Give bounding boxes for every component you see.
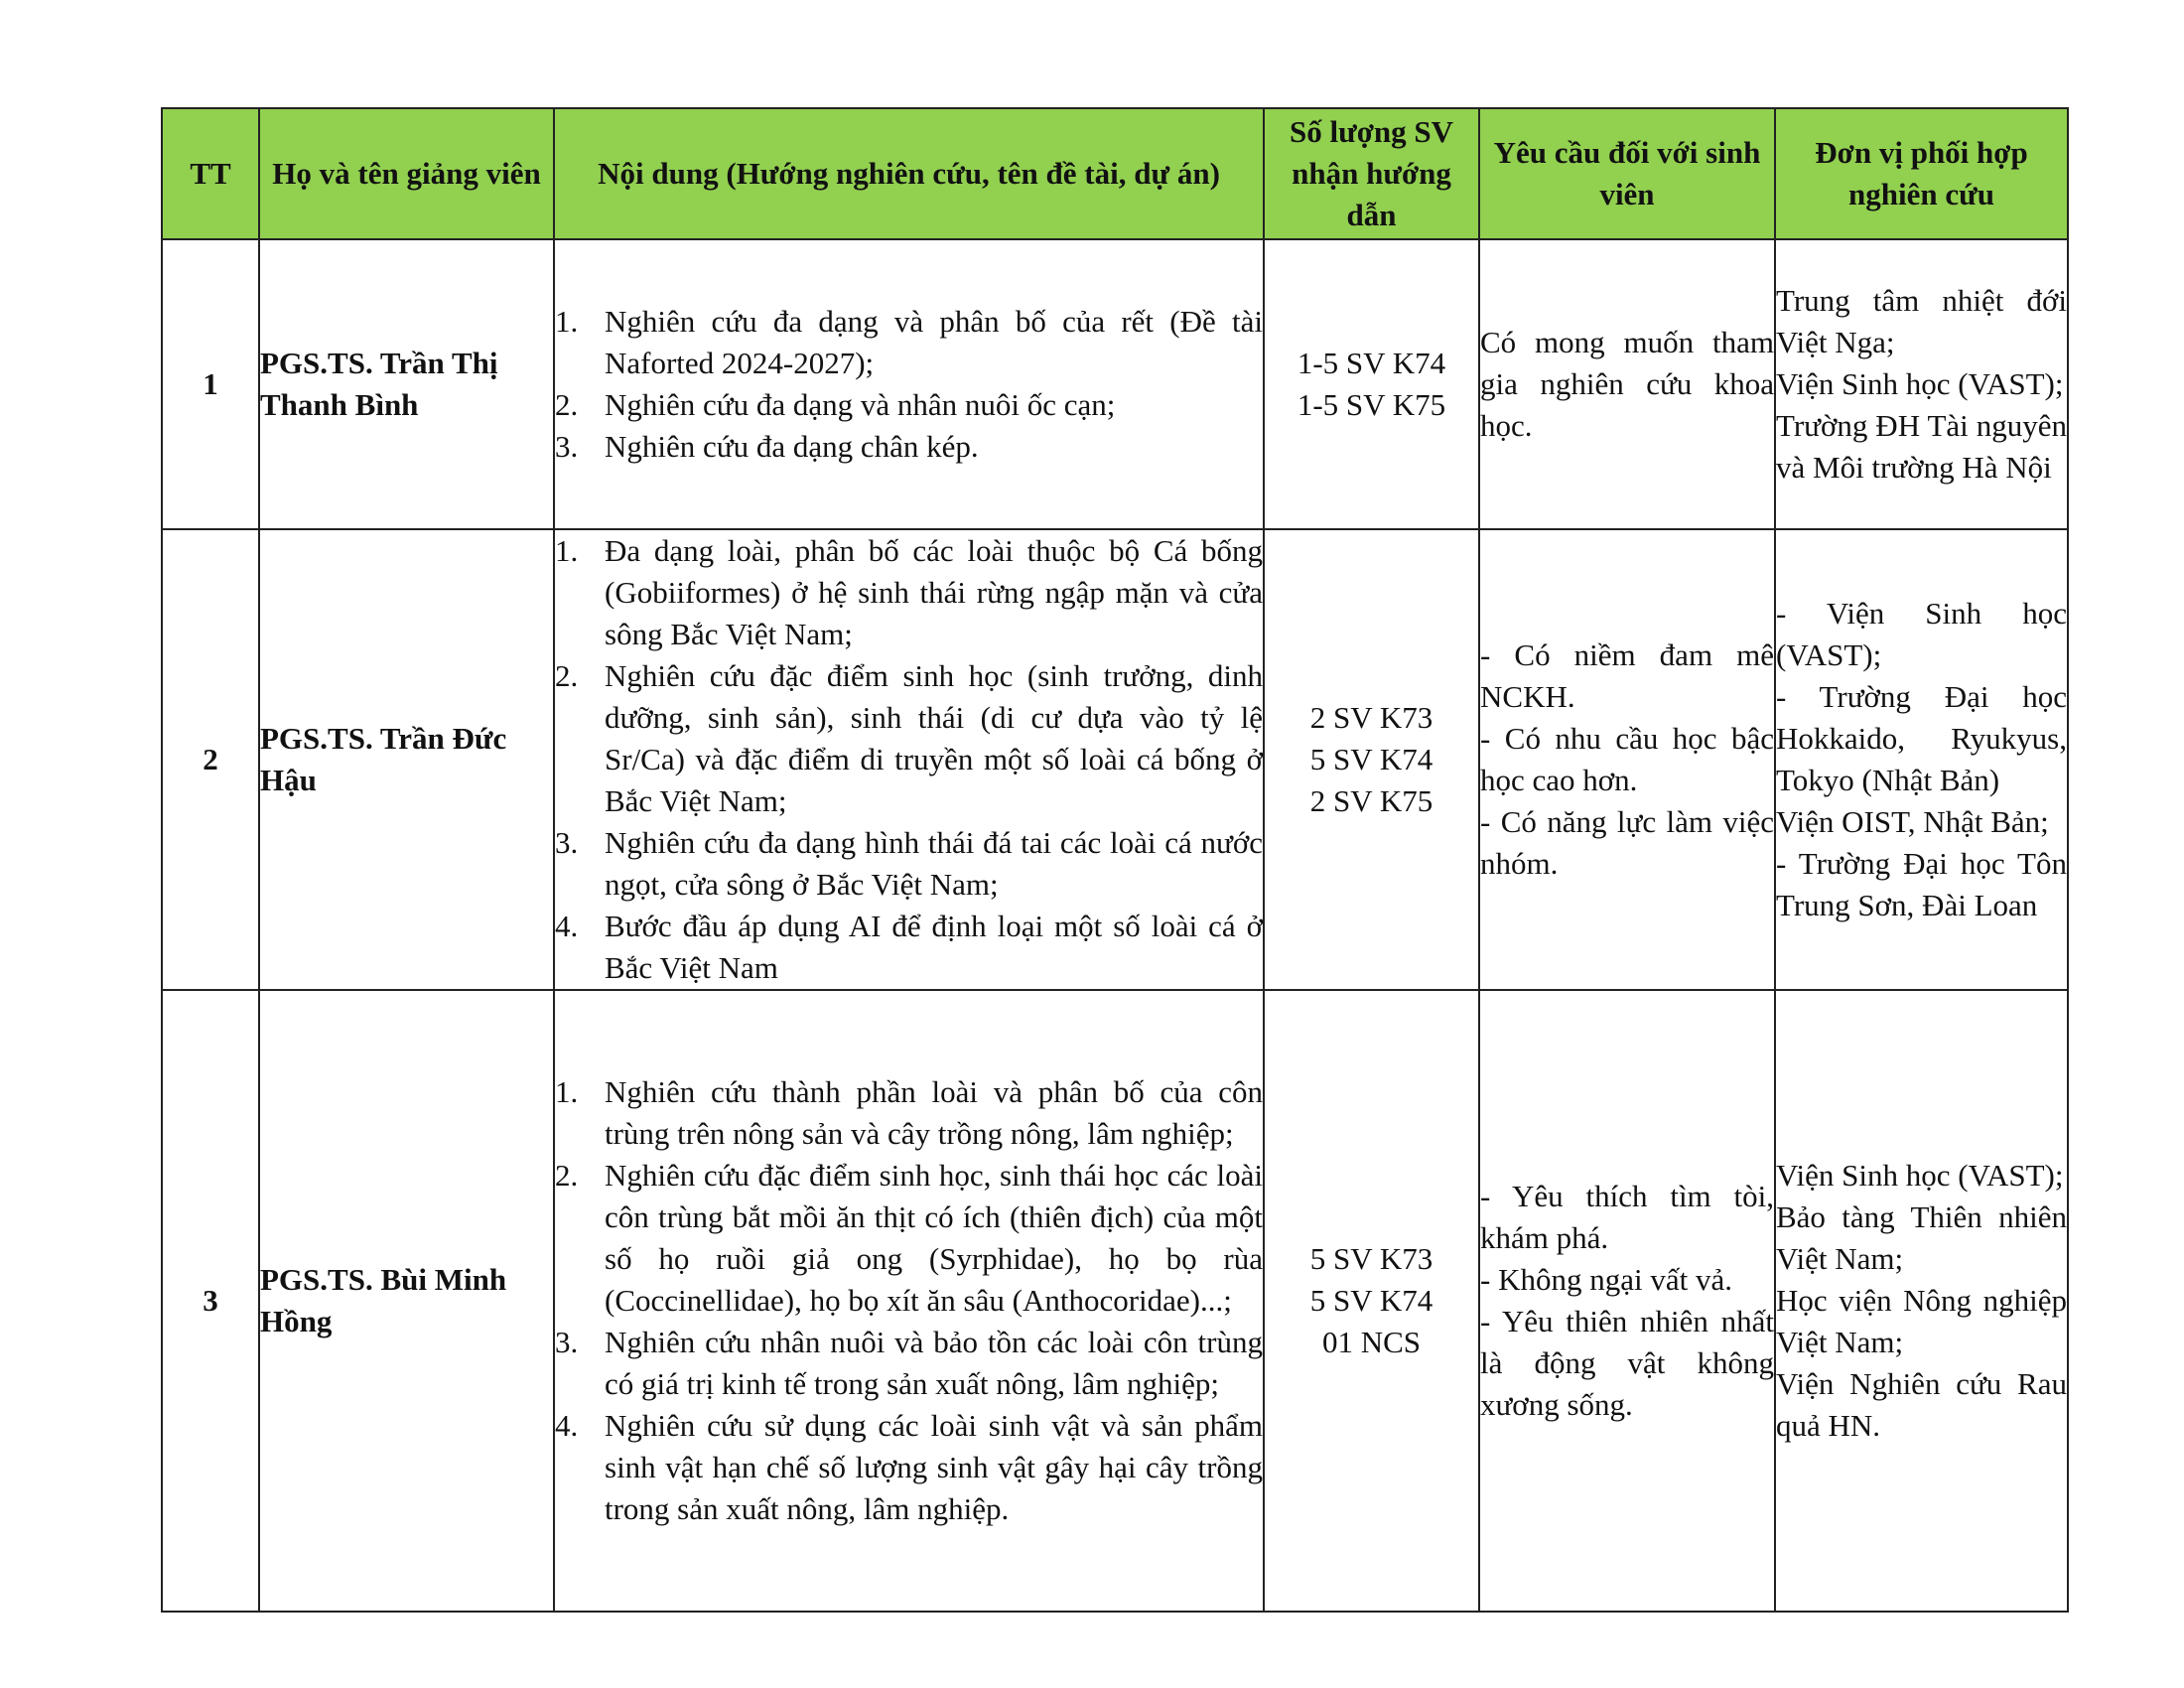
topic-item: 3. Nghiên cứu đa dạng hình thái đá tai các loài cá nước ngọt, cửa sông ở Bắc Việt Nam; [555,825,1263,902]
topic-item: 3. Nghiên cứu đa dạng chân kép. [555,429,979,464]
topic-item: 3. Nghiên cứu nhân nuôi và bảo tồn các loài côn trùng có giá trị kinh tế trong sản xuất nông, lâm nghiệp; [555,1325,1263,1401]
header-count: Số lượng SV nhận hướng dẫn [1264,108,1479,239]
student-requirements: Có mong muốn tham gia nghiên cứu khoa học. [1479,239,1775,529]
lecturer-name: PGS.TS. Trần Đức Hậu [259,529,554,990]
topic-item: 2. Nghiên cứu đa dạng và nhân nuôi ốc cạn; [555,387,1116,422]
lecturer-name: PGS.TS. Trần Thị Thanh Bình [259,239,554,529]
topic-item: 4. Nghiên cứu sử dụng các loài sinh vật và sản phẩm sinh vật hạn chế số lượng sinh vật gây hại cây trồng trong sản xuất nông, lâm nghiệp. [555,1408,1263,1526]
header-content: Nội dung (Hướng nghiên cứu, tên đề tài, dự án) [554,108,1264,239]
topic-item: 1. Đa dạng loài, phân bố các loài thuộc bộ Cá bống (Gobiiformes) ở hệ sinh thái rừng ngập mặn và cửa sông Bắc Việt Nam; [555,533,1263,651]
partner-units: Viện Sinh học (VAST); Bảo tàng Thiên nhiên Việt Nam; Học viện Nông nghiệp Việt Nam; Viện Nghiên cứu Rau quả HN. [1775,990,2068,1612]
topic-list [555,530,1263,989]
student-count: 2 SV K73 5 SV K74 2 SV K75 [1264,529,1479,990]
header-name: Họ và tên giảng viên [259,108,554,239]
topic-item: 1. Nghiên cứu đa dạng và phân bố của rết (Đề tài Naforted 2024-2027); [555,304,1263,380]
header-requirements: Yêu cầu đối với sinh viên [1479,108,1775,239]
topic-list [555,301,1263,468]
table-row [162,239,2068,529]
supervisor-table [161,107,2069,1613]
header-tt: TT [162,108,259,239]
research-topics [554,239,1264,529]
student-count: 1-5 SV K74 1-5 SV K75 [1264,239,1479,529]
row-number: 1 [162,239,259,529]
table-row [162,990,2068,1612]
table-header-row [162,108,2068,239]
topic-item: 4. Bước đầu áp dụng AI để định loại một số loài cá ở Bắc Việt Nam [555,909,1263,985]
student-requirements: - Yêu thích tìm tòi, khám phá. - Không ngại vất vả. - Yêu thiên nhiên nhất là động vật không xương sống. [1479,990,1775,1612]
table-row [162,529,2068,990]
student-requirements: - Có niềm đam mê NCKH. - Có nhu cầu học bậc học cao hơn. - Có năng lực làm việc nhóm. [1479,529,1775,990]
topic-item: 2. Nghiên cứu đặc điểm sinh học (sinh trưởng, dinh dưỡng, sinh sản), sinh thái (di cư dựa vào tỷ lệ Sr/Ca) và đặc điểm di truyền một số loài cá bống ở Bắc Việt Nam; [555,658,1263,818]
topic-item: 2. Nghiên cứu đặc điểm sinh học, sinh thái học các loài côn trùng bắt mồi ăn thịt có ích (thiên địch) của một số họ ruồi giả ong (Syrphidae), họ bọ rùa (Coccinellidae), họ bọ xít ăn sâu (Anthocoridae)...; [555,1158,1263,1318]
student-count: 5 SV K73 5 SV K74 01 NCS [1264,990,1479,1612]
row-number: 3 [162,990,259,1612]
partner-units: - Viện Sinh học (VAST); - Trường Đại học Hokkaido, Ryukyus, Tokyo (Nhật Bản) Viện OIST, Nhật Bản; - Trường Đại học Tôn Trung Sơn, Đài Loan [1775,529,2068,990]
row-number: 2 [162,529,259,990]
research-topics [554,990,1264,1612]
topic-list [555,1071,1263,1530]
lecturer-name: PGS.TS. Bùi Minh Hồng [259,990,554,1612]
partner-units: Trung tâm nhiệt đới Việt Nga; Viện Sinh học (VAST); Trường ĐH Tài nguyên và Môi trường Hà Nội [1775,239,2068,529]
research-topics [554,529,1264,990]
topic-item: 1. Nghiên cứu thành phần loài và phân bố của côn trùng trên nông sản và cây trồng nông, lâm nghiệp; [555,1074,1263,1151]
header-partners: Đơn vị phối hợp nghiên cứu [1775,108,2068,239]
